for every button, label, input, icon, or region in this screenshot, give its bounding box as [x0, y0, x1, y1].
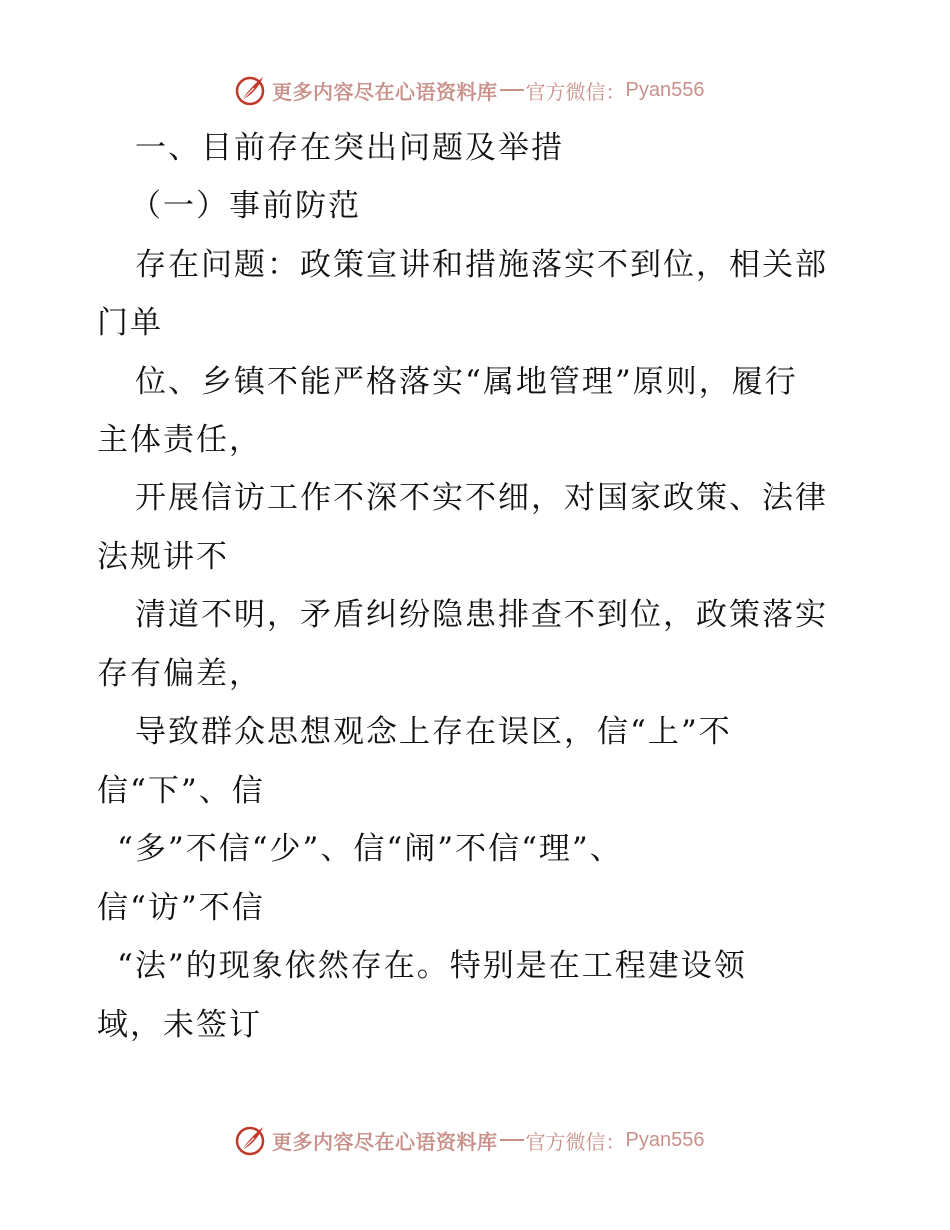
text-line: “法”的现象依然存在。特别是在工程建设领	[117, 948, 747, 984]
text-line: “多”不信“少”、信“闹”不信“理”、	[117, 831, 623, 867]
text-line: 开展信访工作不深不实不细，对国家政策、法律	[135, 480, 828, 516]
watermark-official-text: 官方微信：	[525, 79, 626, 104]
text-line: 主体责任，	[97, 422, 262, 458]
text-line: 信“下”、信	[97, 773, 265, 809]
text-line: 清道不明，矛盾纠纷隐患排查不到位，政策落实	[135, 597, 828, 633]
watermark-brand-text: 更多内容尽在心语资料库	[272, 79, 498, 104]
text-line: 位、乡镇不能严格落实“属地管理”原则，履行	[135, 364, 798, 400]
text-line: 存有偏差，	[97, 656, 262, 692]
watermark-dash	[500, 89, 524, 91]
text-line: 存在问题：政策宣讲和措施落实不到位，相关部	[135, 247, 828, 283]
watermark-brand-text: 更多内容尽在心语资料库	[272, 1129, 498, 1154]
watermark-account-text: Pyan556	[625, 78, 705, 101]
header-watermark-banner	[232, 72, 704, 108]
watermark-dash	[500, 1139, 524, 1141]
watermark-official-text: 官方微信：	[525, 1129, 626, 1154]
text-line: 域，未签订	[97, 1007, 262, 1043]
subheading-line: （一）事前防范	[130, 188, 361, 224]
footer-watermark-banner	[232, 1122, 704, 1158]
text-line: 法规讲不	[97, 539, 229, 575]
feather-quill-logo-icon	[232, 72, 268, 108]
text-line: 导致群众思想观念上存在误区，信“上”不	[135, 714, 732, 750]
feather-quill-logo-icon	[232, 1122, 268, 1158]
text-line: 门单	[97, 305, 163, 341]
watermark-account-text: Pyan556	[625, 1128, 705, 1151]
heading-line: 一、目前存在突出问题及举措	[135, 130, 564, 166]
text-line: 信“访”不信	[97, 890, 265, 926]
